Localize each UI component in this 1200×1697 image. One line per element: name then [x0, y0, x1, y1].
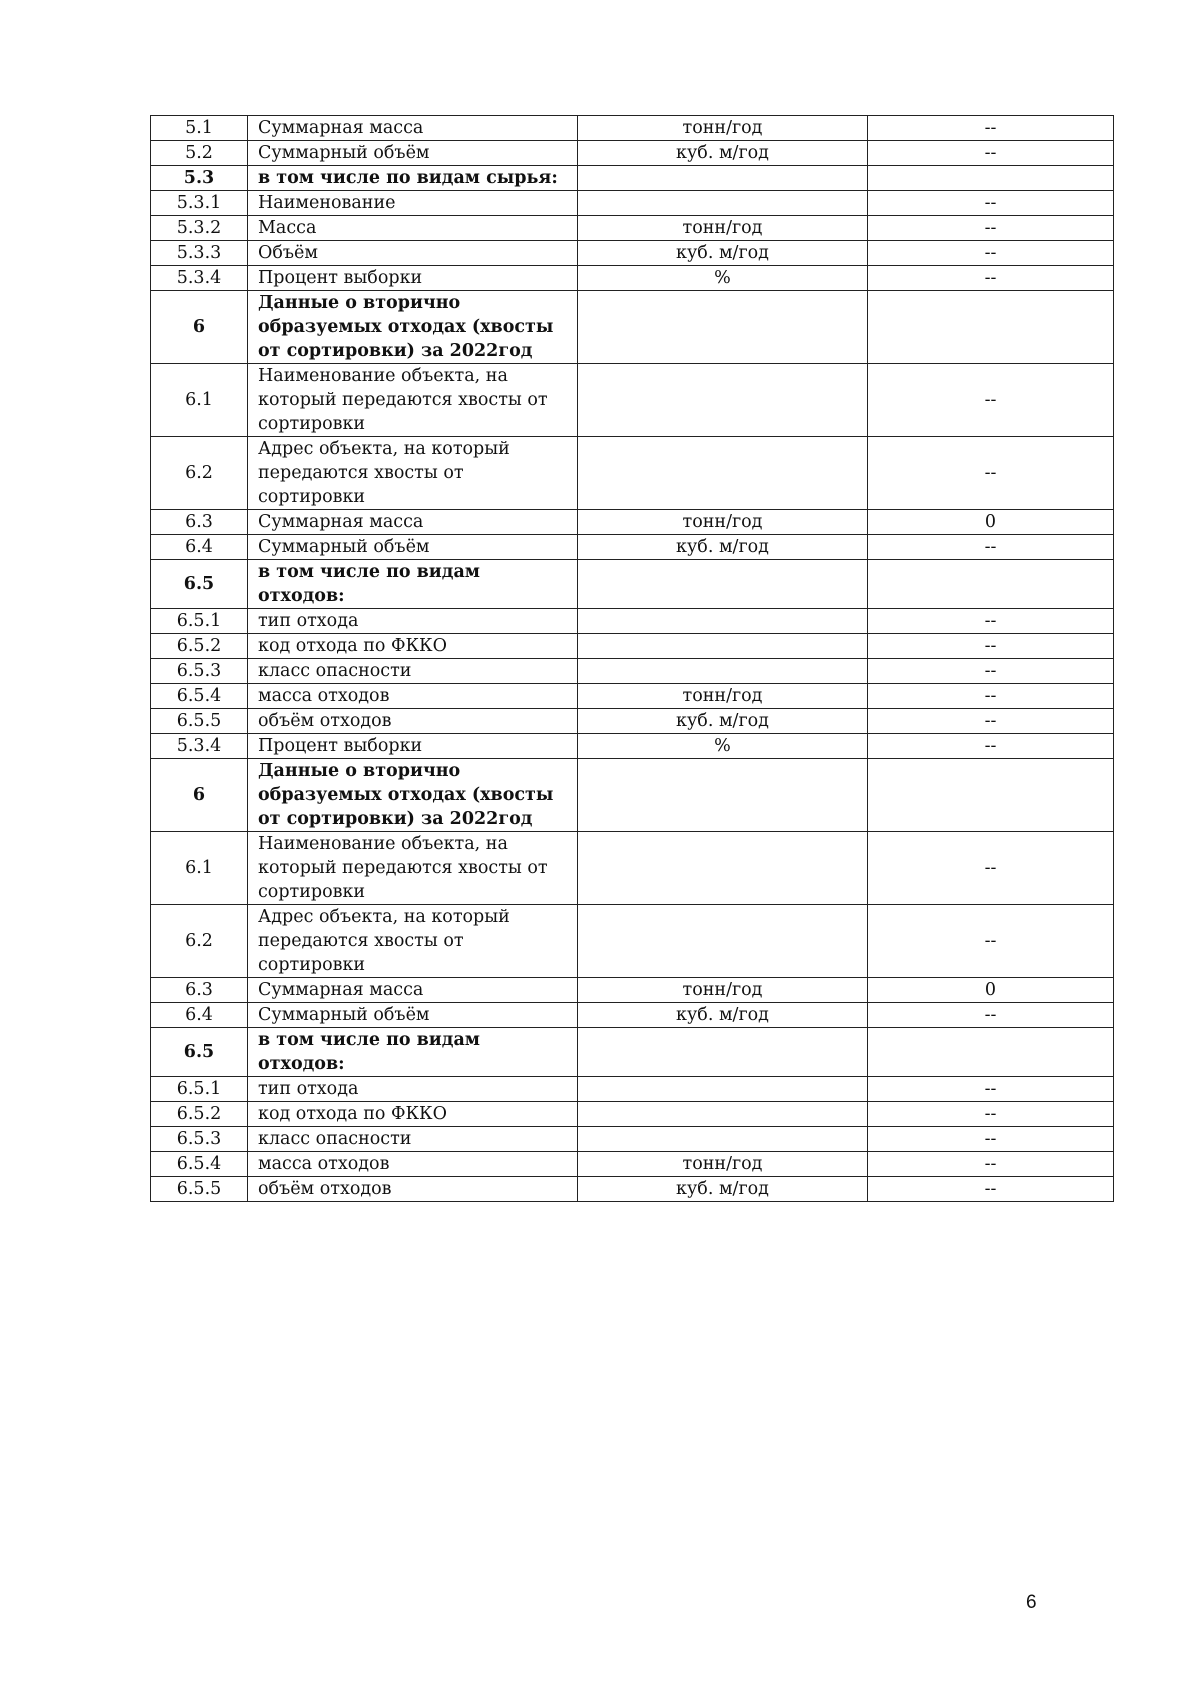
row-value — [868, 560, 1114, 609]
row-name: Суммарный объём — [248, 141, 578, 166]
row-name: Суммарный объём — [248, 1003, 578, 1028]
row-unit — [578, 364, 868, 437]
row-number: 5.3.2 — [151, 216, 248, 241]
table-row — [151, 1077, 1114, 1102]
row-name: Процент выборки — [248, 266, 578, 291]
table-row — [151, 560, 1114, 609]
row-unit — [578, 1102, 868, 1127]
row-number: 6.5.4 — [151, 1152, 248, 1177]
row-unit: куб. м/год — [578, 141, 868, 166]
row-number: 6.5.3 — [151, 659, 248, 684]
row-unit — [578, 832, 868, 905]
table-row — [151, 437, 1114, 510]
row-number: 5.3.4 — [151, 266, 248, 291]
row-value: -- — [868, 709, 1114, 734]
row-number: 5.2 — [151, 141, 248, 166]
row-name: класс опасности — [248, 659, 578, 684]
row-unit — [578, 1028, 868, 1077]
table-body — [151, 116, 1114, 1202]
row-value: -- — [868, 832, 1114, 905]
table-row — [151, 609, 1114, 634]
table-row — [151, 978, 1114, 1003]
row-value: -- — [868, 1177, 1114, 1202]
row-value: 0 — [868, 978, 1114, 1003]
row-value: -- — [868, 216, 1114, 241]
table-row — [151, 1102, 1114, 1127]
row-number: 5.3 — [151, 166, 248, 191]
row-number: 6.5 — [151, 560, 248, 609]
table-row — [151, 141, 1114, 166]
row-unit — [578, 1127, 868, 1152]
row-unit: куб. м/год — [578, 535, 868, 560]
row-value: -- — [868, 364, 1114, 437]
row-value: -- — [868, 609, 1114, 634]
row-number: 5.3.1 — [151, 191, 248, 216]
row-unit — [578, 191, 868, 216]
row-unit: тонн/год — [578, 978, 868, 1003]
table-row — [151, 1152, 1114, 1177]
row-unit — [578, 166, 868, 191]
row-number: 6 — [151, 759, 248, 832]
row-number: 6.5 — [151, 1028, 248, 1077]
row-value — [868, 759, 1114, 832]
row-name: Суммарная масса — [248, 510, 578, 535]
row-unit — [578, 634, 868, 659]
row-value — [868, 166, 1114, 191]
row-unit: % — [578, 734, 868, 759]
row-unit: % — [578, 266, 868, 291]
row-name: Данные о вторично образуемых отходах (хвосты от сортировки) за 2022год — [248, 759, 578, 832]
row-number: 6.5.4 — [151, 684, 248, 709]
row-unit: куб. м/год — [578, 1003, 868, 1028]
row-value — [868, 291, 1114, 364]
row-value: 0 — [868, 510, 1114, 535]
row-value: -- — [868, 905, 1114, 978]
row-number: 6.5.1 — [151, 609, 248, 634]
row-name: класс опасности — [248, 1127, 578, 1152]
row-value: -- — [868, 1003, 1114, 1028]
table-row — [151, 535, 1114, 560]
table-row — [151, 266, 1114, 291]
table-row — [151, 1028, 1114, 1077]
row-value: -- — [868, 659, 1114, 684]
row-value: -- — [868, 266, 1114, 291]
row-name: тип отхода — [248, 609, 578, 634]
row-name: объём отходов — [248, 1177, 578, 1202]
row-number: 6.5.5 — [151, 709, 248, 734]
row-number: 6.1 — [151, 364, 248, 437]
table-row — [151, 1003, 1114, 1028]
row-name: Данные о вторично образуемых отходах (хвосты от сортировки) за 2022год — [248, 291, 578, 364]
table-row — [151, 241, 1114, 266]
table-row — [151, 709, 1114, 734]
row-number: 5.3.3 — [151, 241, 248, 266]
table-row — [151, 634, 1114, 659]
row-name: код отхода по ФККО — [248, 1102, 578, 1127]
row-number: 6.5.3 — [151, 1127, 248, 1152]
row-unit — [578, 905, 868, 978]
row-name: Адрес объекта, на который передаются хвосты от сортировки — [248, 437, 578, 510]
row-value: -- — [868, 535, 1114, 560]
row-name: в том числе по видам отходов: — [248, 1028, 578, 1077]
row-unit — [578, 560, 868, 609]
row-unit — [578, 1077, 868, 1102]
row-name: в том числе по видам сырья: — [248, 166, 578, 191]
row-number: 6.4 — [151, 535, 248, 560]
row-unit — [578, 659, 868, 684]
row-name: объём отходов — [248, 709, 578, 734]
data-table — [150, 115, 1114, 1202]
table-row — [151, 364, 1114, 437]
table-row — [151, 659, 1114, 684]
table-row — [151, 291, 1114, 364]
row-unit: куб. м/год — [578, 1177, 868, 1202]
row-unit: тонн/год — [578, 684, 868, 709]
table-row — [151, 191, 1114, 216]
row-name: Суммарный объём — [248, 535, 578, 560]
row-value: -- — [868, 191, 1114, 216]
row-name: Наименование объекта, на который передаются хвосты от сортировки — [248, 364, 578, 437]
row-value: -- — [868, 1077, 1114, 1102]
row-value — [868, 1028, 1114, 1077]
table-row — [151, 510, 1114, 535]
row-number: 5.1 — [151, 116, 248, 141]
row-name: Наименование объекта, на который передаются хвосты от сортировки — [248, 832, 578, 905]
row-name: Процент выборки — [248, 734, 578, 759]
row-value: -- — [868, 116, 1114, 141]
row-unit — [578, 609, 868, 634]
row-number: 6.5.1 — [151, 1077, 248, 1102]
row-name: Адрес объекта, на который передаются хвосты от сортировки — [248, 905, 578, 978]
page-number: 6 — [1026, 1592, 1037, 1613]
row-number: 6.3 — [151, 978, 248, 1003]
row-unit: куб. м/год — [578, 709, 868, 734]
table-row — [151, 1127, 1114, 1152]
row-unit — [578, 437, 868, 510]
row-unit — [578, 291, 868, 364]
table-row — [151, 166, 1114, 191]
row-number: 6.4 — [151, 1003, 248, 1028]
row-unit — [578, 759, 868, 832]
table-row — [151, 759, 1114, 832]
row-number: 6.2 — [151, 905, 248, 978]
row-name: Суммарная масса — [248, 116, 578, 141]
row-name: Суммарная масса — [248, 978, 578, 1003]
row-value: -- — [868, 241, 1114, 266]
table-row — [151, 734, 1114, 759]
table-row — [151, 684, 1114, 709]
row-number: 6.3 — [151, 510, 248, 535]
row-value: -- — [868, 141, 1114, 166]
row-name: масса отходов — [248, 1152, 578, 1177]
row-number: 6.5.2 — [151, 634, 248, 659]
row-value: -- — [868, 1127, 1114, 1152]
row-unit: тонн/год — [578, 510, 868, 535]
row-unit: тонн/год — [578, 1152, 868, 1177]
row-number: 6.1 — [151, 832, 248, 905]
row-unit: тонн/год — [578, 116, 868, 141]
row-number: 6.5.2 — [151, 1102, 248, 1127]
table-row — [151, 216, 1114, 241]
table-row — [151, 832, 1114, 905]
row-name: Масса — [248, 216, 578, 241]
row-name: тип отхода — [248, 1077, 578, 1102]
row-name: масса отходов — [248, 684, 578, 709]
row-value: -- — [868, 684, 1114, 709]
row-number: 6.2 — [151, 437, 248, 510]
row-number: 6.5.5 — [151, 1177, 248, 1202]
row-value: -- — [868, 437, 1114, 510]
row-value: -- — [868, 634, 1114, 659]
table-row — [151, 1177, 1114, 1202]
row-name: Объём — [248, 241, 578, 266]
row-unit: куб. м/год — [578, 241, 868, 266]
row-name: в том числе по видам отходов: — [248, 560, 578, 609]
row-value: -- — [868, 1102, 1114, 1127]
row-value: -- — [868, 734, 1114, 759]
table-row — [151, 905, 1114, 978]
row-number: 5.3.4 — [151, 734, 248, 759]
row-name: код отхода по ФККО — [248, 634, 578, 659]
row-name: Наименование — [248, 191, 578, 216]
row-number: 6 — [151, 291, 248, 364]
row-unit: тонн/год — [578, 216, 868, 241]
table-row — [151, 116, 1114, 141]
row-value: -- — [868, 1152, 1114, 1177]
